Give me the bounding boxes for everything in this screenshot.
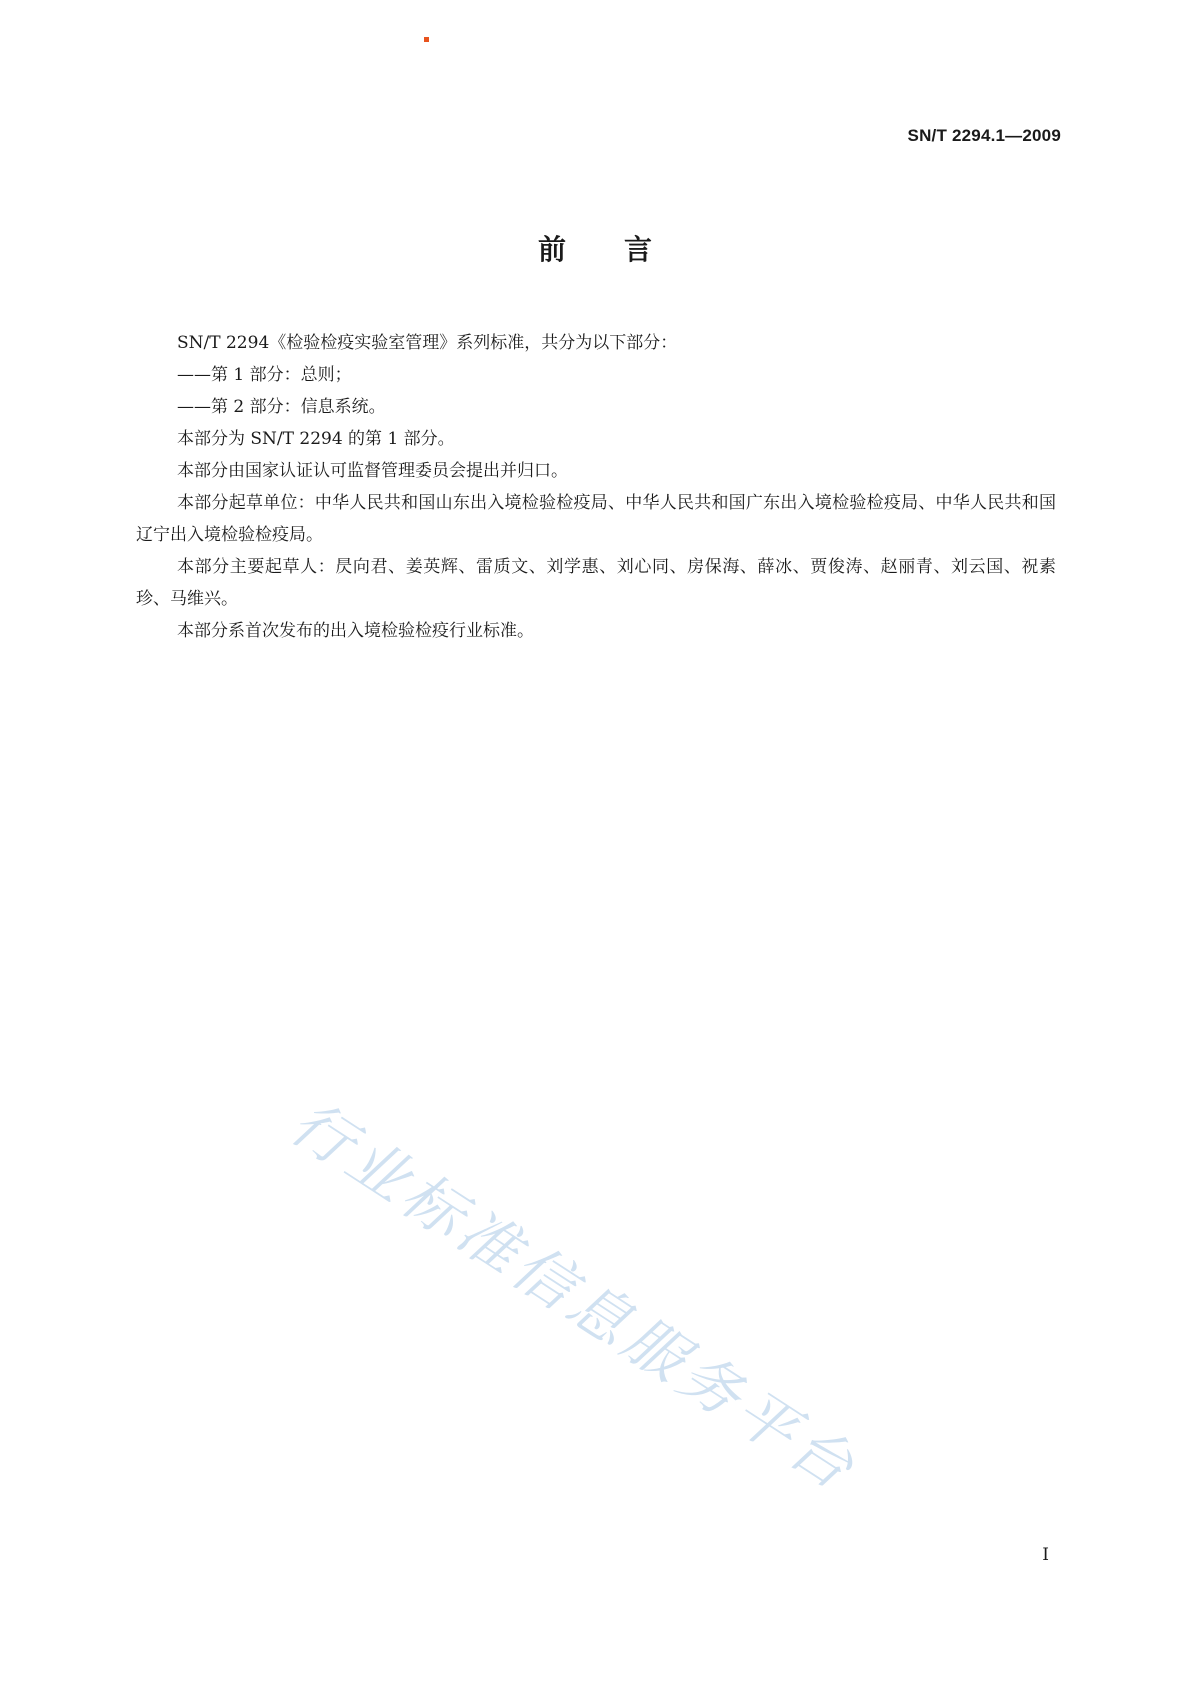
corner-mark [424,37,429,42]
paragraph: 本部分由国家认证认可监督管理委员会提出并归口。 [177,461,568,481]
paragraph: 本部分主要起草人：昃向君、姜英辉、雷质文、刘学惠、刘心同、房保海、薛冰、贾俊涛、赵丽青、刘云国、祝素珍、马维兴。 [136,557,1056,609]
paragraph: ——第 1 部分：总则； [177,365,352,385]
page-number: I [1042,1545,1049,1565]
paragraph: 本部分为 SN/T 2294 的第 1 部分。 [177,429,455,449]
foreword-body [136,327,1056,647]
paragraph: 本部分起草单位：中华人民共和国山东出入境检验检疫局、中华人民共和国广东出入境检验检疫局、中华人民共和国辽宁出入境检验检疫局。 [136,493,1056,545]
paragraph: 本部分系首次发布的出入境检验检疫行业标准。 [177,621,534,641]
watermark: 行业标准信息服务平台 [278,1087,870,1507]
paragraph: SN/T 2294《检验检疫实验室管理》系列标准，共分为以下部分： [177,333,678,353]
document-code: SN/T 2294.1—2009 [907,126,1061,145]
page-title: 前言 [537,233,710,266]
paragraph: ——第 2 部分：信息系统。 [177,397,386,417]
